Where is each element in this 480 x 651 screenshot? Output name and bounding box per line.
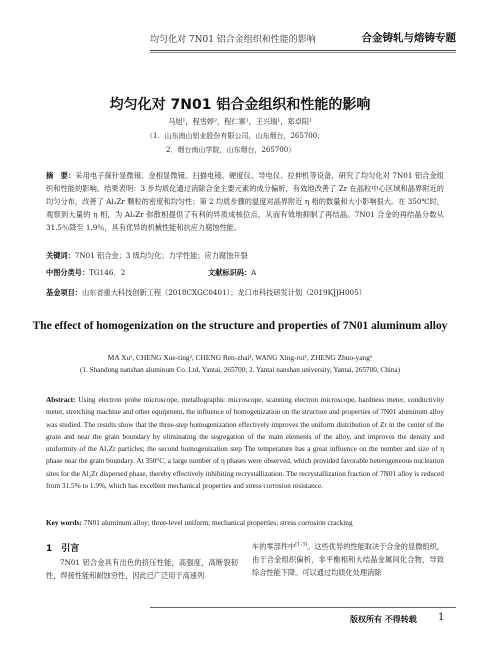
paper-title-en: The effect of homogenization on the structure and properties of 7N01 aluminum alloy	[32, 320, 448, 332]
abstract-cn-label: 摘 要：	[46, 171, 76, 180]
keywords-en-text: 7N01 aluminum alloy; three-level uniform; mechanical properties; stress corrosion cracking	[83, 518, 353, 527]
doc-code-label: 文献标识码：	[208, 268, 252, 277]
footer-rule	[150, 607, 456, 608]
intro-right-text-a: 车的零部件中	[252, 542, 296, 551]
intro-left-text: 7N01 铝合金具有出色的挤压性能，高强度，高断裂韧性，焊接性能和耐蚀穷性，因此已广泛用于高速列	[46, 558, 238, 581]
paper-title-cn: 均匀化对 7N01 铝合金组织和性能的影响	[109, 97, 371, 113]
document-code	[208, 268, 256, 278]
journal-column: 合金铸轧与熔铸专题	[361, 32, 456, 44]
citation-ref: [1-3]	[295, 541, 308, 548]
running-title: 均匀化对 7N01 铝合金组织和性能的影响	[150, 35, 316, 45]
keywords-en	[46, 518, 444, 527]
fund-cn-label: 基金项目：	[46, 288, 82, 297]
abstract-en-label: Abstract:	[46, 396, 76, 404]
copyright-notice: 版权所有 不得转载	[350, 614, 417, 624]
affiliation-en: (1. Shandong nanshan aluminum Co. Ltd, Yantai, 265700; 2. Yantai nanshan university, Yantai, 265700, China)	[80, 366, 400, 374]
clc-label: 中图分类号：	[46, 268, 90, 277]
section-heading-introduction: 1 引言	[46, 544, 80, 554]
keywords-cn-text: 7N01 铝合金；3 级均匀化；力学性能；应力腐蚀开裂	[74, 251, 248, 260]
keywords-cn	[46, 251, 444, 261]
classification-row	[46, 268, 444, 278]
running-header	[150, 30, 456, 50]
page-number: 1	[438, 612, 445, 623]
intro-column-right	[252, 540, 444, 580]
intro-right-text-b: 。这些优异的性能取决于合金的显微组织，由于合金组织偏析，非平衡相和大结晶金属间化合物，导致综合性能下降。可以通过均质化处理消除	[252, 542, 444, 578]
clc-value: TG146．2	[89, 268, 126, 277]
abstract-cn	[46, 170, 444, 235]
affiliation-cn-1: （1．山东南山铝业股份有限公司，山东烟台，265700；	[146, 132, 325, 140]
keywords-cn-label: 关键词：	[46, 251, 75, 260]
abstract-en-text: Using electron probe microscope, metallographic microscope, scanning electron microscope, hardness meter, conductivity meter, stretching machine and other equipment, the influence of homogenization on the structure and properties of 7N01 aluminum alloy was studied. The results show that the three-step homogenization effectively improves the uniform distribution of Zr in the center of the grain and near the grain boundary by eliminating the segregation of the main elements of the alloy, and improves the density and uniformity of the Al₃Zr particles; the second homogenization step The temperature has a great influence on the number and size of η phase near the grain boundary. At 350°C, a large number of η phases were observed, which provided favorable heterogeneous nucleation sites for the Al₃Zr dispersed phase, thereby effectively inhibiting recrystallization. The recrystallization fraction of 7N01 alloy is reduced from 31.5% to 1.9%, which has excellent mechanical properties and stress corrosion resistance.	[46, 396, 445, 491]
fund-cn	[46, 288, 444, 298]
header-rule-thin	[150, 52, 456, 53]
keywords-en-label: Key words:	[46, 518, 82, 527]
fund-cn-text: 山东省重大科技创新工程（2018CXGC0401）；龙口市科技研发计划（2019KJJH005）	[81, 288, 366, 297]
affiliation-cn-2: 2．烟台南山学院，山东烟台，265700）	[166, 146, 296, 154]
abstract-cn-text: 采用电子探针显微镜、金相显微镜、扫描电镜、硬度仪、导电仪、拉伸机等设备，研究了均匀化对 7N01 铝合金组织和性能的影响。结果表明：3 步均质化通过消除合金主要元素的成分偏析，有效地改善了 Zr 在晶粒中心区域和晶界附近的均匀分布，改善了 Al₃Zr 颗粒的密度和均匀性；第 2 均质步骤的温度对晶界附近 η 相的数量和大小影响很大。在 350℃时，观察到大量的 η 相，为 Al₃Zr 弥散相提供了有利的异质成核位点，从而有效地抑制了再结晶。7N01 合金的再结晶分数从 31.5％降至 1.9％，具有优异的机械性能和抗应力腐蚀性能。	[46, 171, 444, 232]
abstract-en	[46, 394, 444, 492]
header-rule	[150, 50, 456, 51]
doc-code-value: A	[251, 268, 257, 277]
author-list-en: MA Xu¹, CHENG Xue-ting², CHENG Ren-zhai¹, WANG Xing-rui¹, ZHENG Zhuo-yang¹	[107, 353, 373, 362]
intro-column-left	[46, 556, 238, 582]
author-list-cn: 马旭¹，程雪婷²，程仁寨¹，王兴瑞¹，郑卓阳¹	[168, 117, 312, 126]
